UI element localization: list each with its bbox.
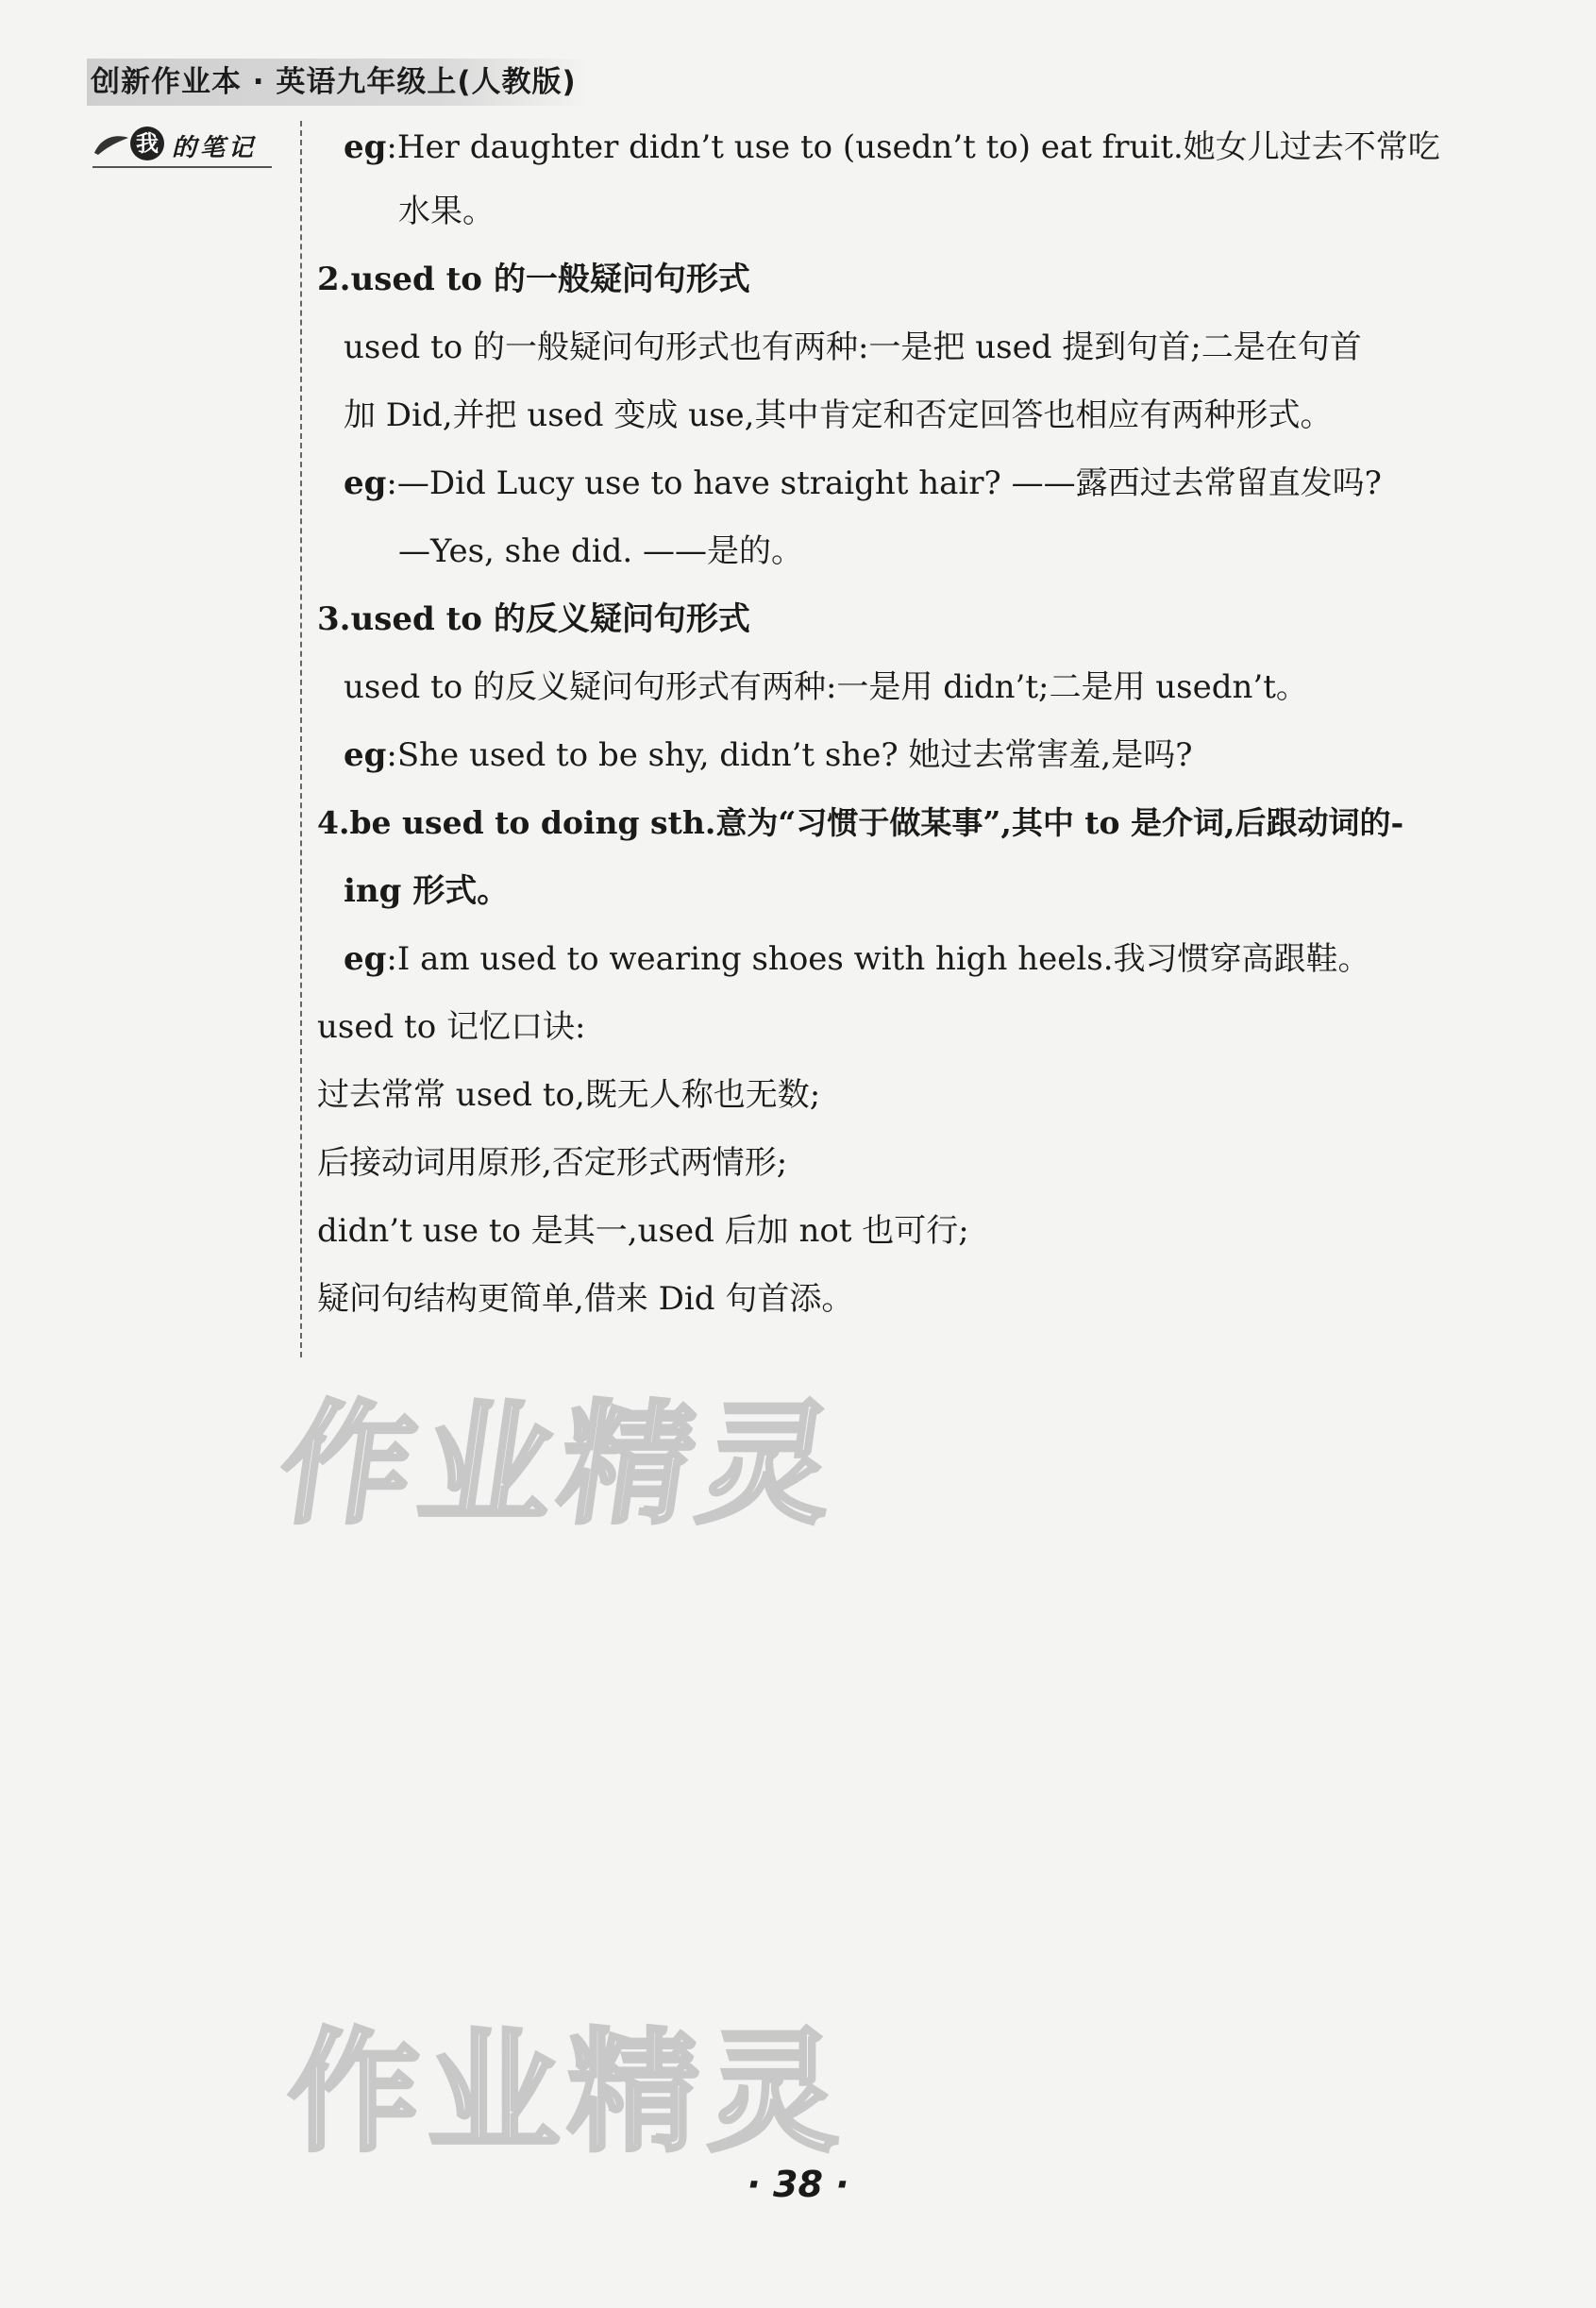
example-line [344,729,1192,782]
page-number: · 38 · [747,2164,849,2205]
example-line [344,121,1440,174]
eg-marker: eg [344,464,387,502]
notes-label-text: 的笔记 [172,134,258,162]
paragraph-line: used to 的反义疑问句形式有两种:一是用 didn’t;二是用 usedn’t。 [344,668,1308,706]
mnemonic-line: 疑问句结构更简单,借来 Did 句首添。 [317,1280,854,1318]
notes-divider [300,121,302,1357]
leaf-icon [92,132,130,157]
example-text: :She used to be shy, didn’t she? 她过去常害羞,是吗? [386,736,1193,774]
watermark-logo: 作业精灵 [270,1389,851,1542]
notes-label-first-char: 我 [130,126,164,160]
paragraph-line: used to 的一般疑问句形式也有两种:一是把 used 提到句首;二是在句首 [344,329,1362,366]
section-heading-3: 3.used to 的反义疑问句形式 [317,600,750,638]
mnemonic-line: 过去常常 used to,既无人称也无数; [317,1076,821,1114]
example-text: :I am used to wearing shoes with high heels.我习惯穿高跟鞋。 [386,940,1370,978]
section-heading-4-continuation: ing 形式。 [344,872,510,910]
eg-marker: eg [344,736,387,774]
eg-marker: eg [344,940,387,978]
mnemonic-line: 后接动词用原形,否定形式两情形; [317,1144,788,1182]
section-heading-2: 2.used to 的一般疑问句形式 [317,261,750,298]
my-notes-label [92,125,272,168]
mnemonic-title: used to 记忆口诀: [317,1008,586,1046]
book-header-title: 创新作业本 · 英语九年级上(人教版) [87,59,590,106]
example-answer: —Yes, she did. ——是的。 [398,532,803,570]
paragraph-line: 加 Did,并把 used 变成 use,其中肯定和否定回答也相应有两种形式。 [344,396,1333,434]
mnemonic-line: didn’t use to 是其一,used 后加 not 也可行; [317,1212,969,1250]
example-line [344,933,1370,986]
watermark-logo: 作业精灵 [288,2016,848,2170]
section-heading-4: 4.be used to doing sth.意为“习惯于做某事”,其中 to 是介词,后跟动词的- [317,804,1404,841]
example-text: :Her daughter didn’t use to (usedn’t to) eat fruit.她女儿过去不常吃 [386,128,1440,166]
example-line [344,457,1382,510]
example-text: :—Did Lucy use to have straight hair? ——露西过去常留直发吗? [386,464,1382,502]
eg-marker: eg [344,128,387,166]
example-continuation: 水果。 [398,193,495,230]
